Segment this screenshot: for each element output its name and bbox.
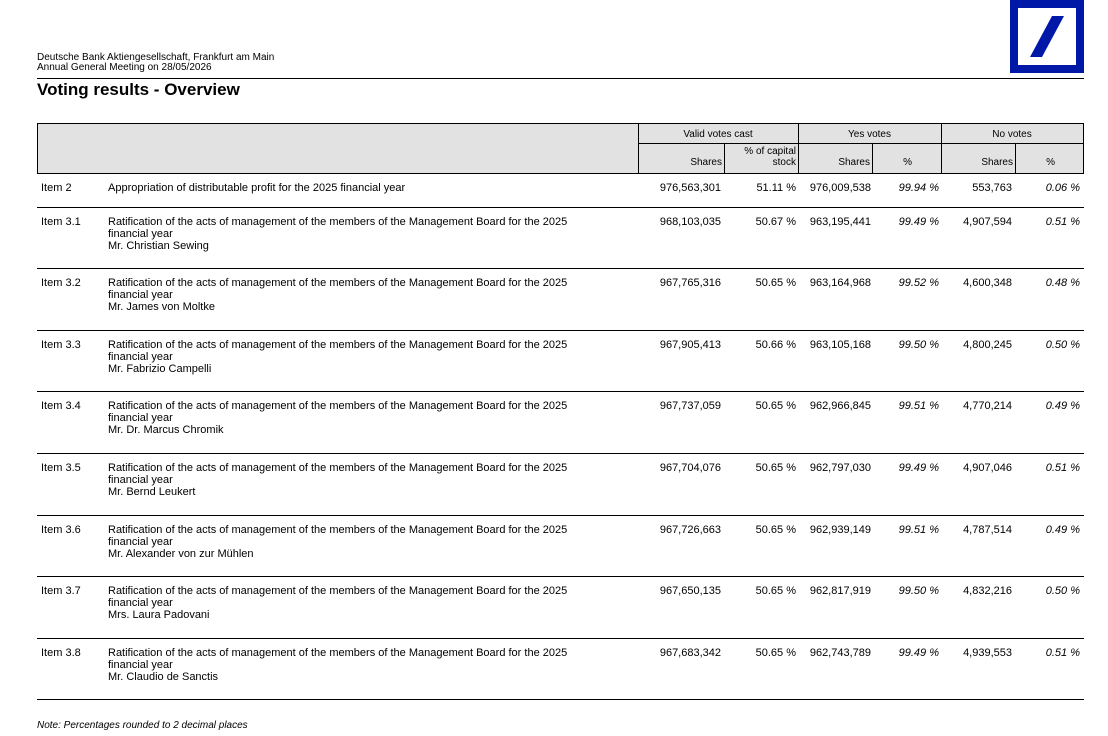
board-member-name: Mrs. Laura Padovani <box>108 609 210 621</box>
valid-shares: 967,650,135 <box>659 585 721 597</box>
yes-pct: 99.52 % <box>898 277 939 289</box>
item-description: Ratification of the acts of management of the members of the Management Board for the 2025 <box>108 216 568 228</box>
item-description-cont: financial year <box>108 351 173 363</box>
no-pct: 0.48 % <box>1045 277 1080 289</box>
meeting-date: Annual General Meeting on 28/05/2026 <box>37 62 212 73</box>
no-shares: 4,770,214 <box>963 400 1012 412</box>
row-divider <box>37 638 1084 639</box>
no-pct: 0.49 % <box>1045 524 1080 536</box>
table-row <box>37 462 1084 502</box>
no-shares: 553,763 <box>972 182 1012 194</box>
table-row <box>37 277 1084 317</box>
item-description: Ratification of the acts of management of the members of the Management Board for the 2025 <box>108 647 568 659</box>
no-pct: 0.06 % <box>1045 182 1080 194</box>
yes-shares: 962,966,845 <box>809 400 871 412</box>
table-row <box>37 585 1084 625</box>
valid-shares: 967,765,316 <box>659 277 721 289</box>
yes-pct: 99.51 % <box>898 524 939 536</box>
no-shares: 4,787,514 <box>963 524 1012 536</box>
item-number: Item 3.2 <box>41 277 81 289</box>
item-description-cont: financial year <box>108 412 173 424</box>
capital-pct: 50.66 % <box>755 339 796 351</box>
no-pct: 0.51 % <box>1045 462 1080 474</box>
header-valid-shares: Shares <box>690 157 722 168</box>
item-description-cont: financial year <box>108 289 173 301</box>
title-rule <box>37 78 1084 79</box>
capital-pct: 50.65 % <box>755 524 796 536</box>
yes-pct: 99.50 % <box>898 585 939 597</box>
item-number: Item 3.4 <box>41 400 81 412</box>
valid-shares: 967,683,342 <box>659 647 721 659</box>
valid-shares: 967,905,413 <box>659 339 721 351</box>
no-pct: 0.50 % <box>1045 339 1080 351</box>
row-divider <box>37 268 1084 269</box>
item-number: Item 3.8 <box>41 647 81 659</box>
valid-shares: 967,704,076 <box>659 462 721 474</box>
board-member-name: Mr. Christian Sewing <box>108 240 209 252</box>
header-no-pct: % <box>1046 157 1055 168</box>
footnote: Note: Percentages rounded to 2 decimal places <box>37 720 248 731</box>
no-pct: 0.51 % <box>1045 216 1080 228</box>
board-member-name: Mr. Bernd Leukert <box>108 486 196 498</box>
row-divider <box>37 699 1084 700</box>
no-pct: 0.50 % <box>1045 585 1080 597</box>
table-row <box>37 524 1084 564</box>
yes-pct: 99.50 % <box>898 339 939 351</box>
board-member-name: Mr. Fabrizio Campelli <box>108 363 212 375</box>
valid-shares: 976,563,301 <box>659 182 721 194</box>
table-row <box>37 400 1084 440</box>
capital-pct: 50.65 % <box>755 277 796 289</box>
valid-shares: 967,726,663 <box>659 524 721 536</box>
yes-shares: 963,164,968 <box>809 277 871 289</box>
yes-shares: 962,817,919 <box>809 585 871 597</box>
yes-shares: 962,939,149 <box>809 524 871 536</box>
row-divider <box>37 515 1084 516</box>
board-member-name: Mr. Dr. Marcus Chromik <box>108 424 224 436</box>
item-description-cont: financial year <box>108 536 173 548</box>
header-capital-line1: % of capital <box>744 146 796 157</box>
no-shares: 4,939,553 <box>963 647 1012 659</box>
item-description: Ratification of the acts of management of the members of the Management Board for the 2025 <box>108 462 568 474</box>
table-row <box>37 647 1084 687</box>
row-divider <box>37 391 1084 392</box>
item-number: Item 3.1 <box>41 216 81 228</box>
no-pct: 0.51 % <box>1045 647 1080 659</box>
row-divider <box>37 207 1084 208</box>
item-number: Item 3.5 <box>41 462 81 474</box>
page-title: Voting results - Overview <box>37 80 240 99</box>
no-pct: 0.49 % <box>1045 400 1080 412</box>
no-shares: 4,907,046 <box>963 462 1012 474</box>
yes-pct: 99.49 % <box>898 462 939 474</box>
header-capital-line2: stock <box>772 157 796 168</box>
valid-shares: 967,737,059 <box>659 400 721 412</box>
company-name: Deutsche Bank Aktiengesellschaft, Frankfurt am Main <box>37 52 275 63</box>
yes-pct: 99.51 % <box>898 400 939 412</box>
header-no-shares: Shares <box>981 157 1013 168</box>
item-description: Ratification of the acts of management of the members of the Management Board for the 2025 <box>108 585 568 597</box>
yes-shares: 976,009,538 <box>809 182 871 194</box>
yes-shares: 962,797,030 <box>809 462 871 474</box>
yes-shares: 963,195,441 <box>809 216 871 228</box>
item-number: Item 3.7 <box>41 585 81 597</box>
item-description-cont: financial year <box>108 474 173 486</box>
yes-pct: 99.94 % <box>898 182 939 194</box>
row-divider <box>37 330 1084 331</box>
item-description-cont: financial year <box>108 228 173 240</box>
header-valid-votes: Valid votes cast <box>683 129 753 140</box>
item-description: Ratification of the acts of management of the members of the Management Board for the 2025 <box>108 277 568 289</box>
no-shares: 4,600,348 <box>963 277 1012 289</box>
header-yes-votes: Yes votes <box>848 129 891 140</box>
yes-shares: 962,743,789 <box>809 647 871 659</box>
capital-pct: 50.65 % <box>755 585 796 597</box>
item-number: Item 3.6 <box>41 524 81 536</box>
capital-pct: 50.65 % <box>755 400 796 412</box>
item-description: Appropriation of distributable profit for the 2025 financial year <box>108 182 406 194</box>
item-number: Item 3.3 <box>41 339 81 351</box>
item-description: Ratification of the acts of management of the members of the Management Board for the 2025 <box>108 400 568 412</box>
header-no-votes: No votes <box>992 129 1032 140</box>
yes-pct: 99.49 % <box>898 216 939 228</box>
no-shares: 4,800,245 <box>963 339 1012 351</box>
board-member-name: Mr. James von Moltke <box>108 301 215 313</box>
capital-pct: 50.67 % <box>755 216 796 228</box>
capital-pct: 50.65 % <box>755 462 796 474</box>
no-shares: 4,907,594 <box>963 216 1012 228</box>
item-description: Ratification of the acts of management of the members of the Management Board for the 2025 <box>108 524 568 536</box>
table-row <box>37 216 1084 256</box>
capital-pct: 50.65 % <box>755 647 796 659</box>
item-number: Item 2 <box>41 182 72 194</box>
table-row <box>37 339 1084 379</box>
item-description-cont: financial year <box>108 597 173 609</box>
row-divider <box>37 576 1084 577</box>
table-header <box>37 123 1084 174</box>
header-yes-pct: % <box>903 157 912 168</box>
item-description: Ratification of the acts of management of the members of the Management Board for the 2025 <box>108 339 568 351</box>
header-yes-shares: Shares <box>838 157 870 168</box>
deutsche-bank-logo-icon <box>1010 0 1084 73</box>
yes-pct: 99.49 % <box>898 647 939 659</box>
item-description-cont: financial year <box>108 659 173 671</box>
capital-pct: 51.11 % <box>756 182 796 194</box>
valid-shares: 968,103,035 <box>659 216 721 228</box>
board-member-name: Mr. Claudio de Sanctis <box>108 671 219 683</box>
no-shares: 4,832,216 <box>963 585 1012 597</box>
yes-shares: 963,105,168 <box>809 339 871 351</box>
row-divider <box>37 453 1084 454</box>
board-member-name: Mr. Alexander von zur Mühlen <box>108 548 254 560</box>
